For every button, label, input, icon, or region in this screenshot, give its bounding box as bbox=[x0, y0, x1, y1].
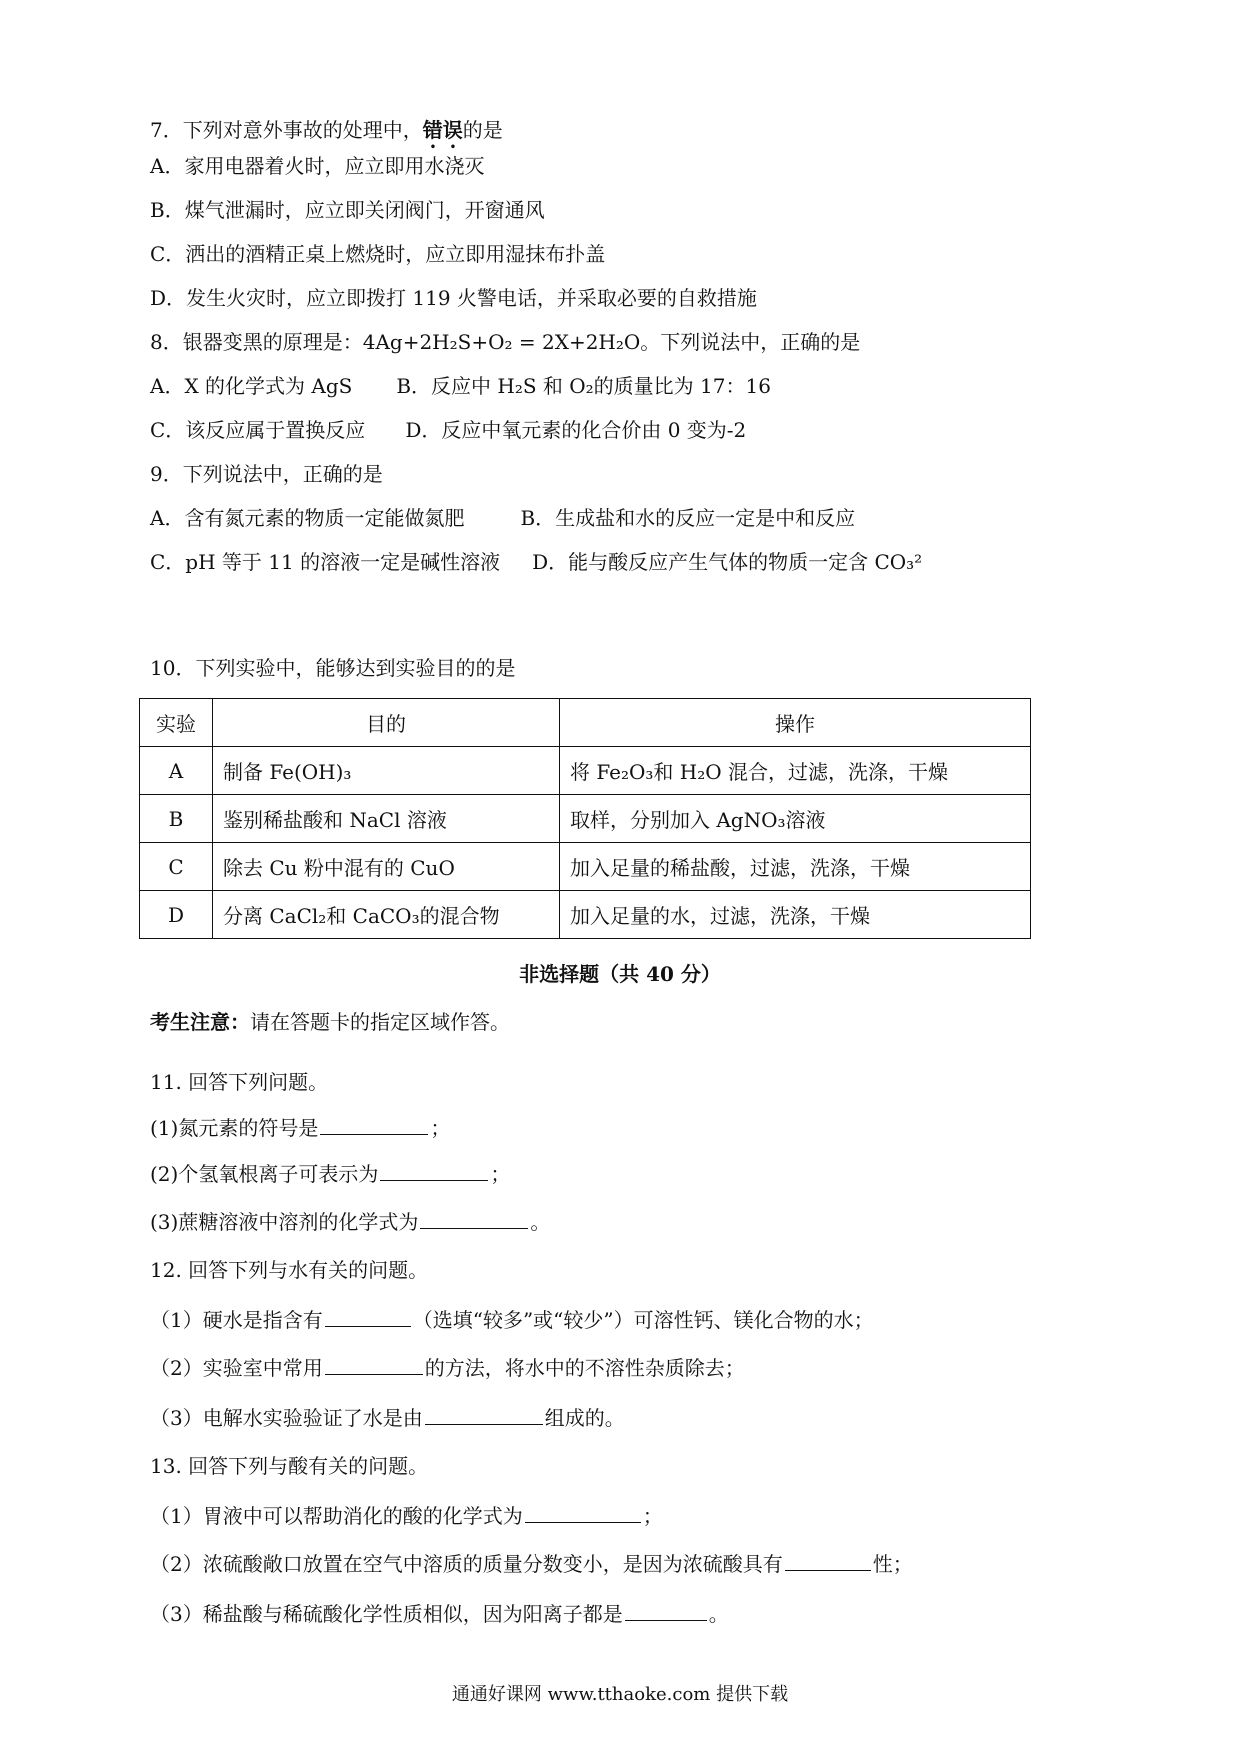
table-cell-label: D bbox=[140, 891, 213, 939]
q9-options-cd bbox=[150, 548, 922, 576]
answer-blank[interactable] bbox=[380, 1158, 488, 1181]
q7-option-d: D．发生火灾时，应立即拨打 119 火警电话，并采取必要的自救措施 bbox=[150, 286, 757, 310]
q12-stem: 12. 回答下列与水有关的问题。 bbox=[150, 1258, 429, 1282]
table-header-operation: 操作 bbox=[560, 699, 1031, 747]
q11-part2 bbox=[150, 1158, 510, 1188]
notice-label: 考生注意： bbox=[150, 1010, 250, 1034]
q12-part3-text: （3）电解水实验验证了水是由 bbox=[150, 1406, 423, 1430]
q13-part3-text: （3）稀盐酸与稀硫酸化学性质相似，因为阳离子都是 bbox=[150, 1602, 623, 1626]
q12-part2 bbox=[150, 1352, 745, 1382]
table-cell-operation: 将 Fe₂O₃和 H₂O 混合，过滤，洗涤，干燥 bbox=[560, 747, 1031, 795]
answer-blank[interactable] bbox=[625, 1598, 707, 1621]
q10-stem: 10．下列实验中，能够达到实验目的的是 bbox=[150, 656, 516, 680]
answer-blank[interactable] bbox=[420, 1206, 528, 1229]
table-header-purpose: 目的 bbox=[213, 699, 560, 747]
q13-part2-text: （2）浓硫酸敞口放置在空气中溶质的质量分数变小，是因为浓硫酸具有 bbox=[150, 1552, 783, 1576]
q7-option-b: B．煤气泄漏时，应立即关闭阀门，开窗通风 bbox=[150, 198, 545, 222]
q12-part1-text: （1）硬水是指含有 bbox=[150, 1308, 323, 1332]
q10-table bbox=[139, 698, 1031, 939]
q9-option-a: A．含有氮元素的物质一定能做氮肥 bbox=[150, 506, 465, 530]
table-cell-operation: 加入足量的稀盐酸，过滤，洗涤，干燥 bbox=[560, 843, 1031, 891]
q11-part1-text: (1)氮元素的符号是 bbox=[150, 1116, 319, 1140]
q7-option-a: A．家用电器着火时，应立即用水浇灭 bbox=[150, 154, 485, 178]
table-cell-purpose: 除去 Cu 粉中混有的 CuO bbox=[213, 843, 560, 891]
notice-text: 请在答题卡的指定区域作答。 bbox=[250, 1010, 510, 1034]
q7-stem-before: 7．下列对意外事故的处理中， bbox=[150, 118, 423, 142]
table-cell-label: C bbox=[140, 843, 213, 891]
table-row bbox=[140, 843, 1031, 891]
q8-option-c: C．该反应属于置换反应 bbox=[150, 418, 366, 442]
q12-part2-text: （2）实验室中常用 bbox=[150, 1356, 323, 1380]
q13-part2 bbox=[150, 1548, 913, 1578]
answer-blank[interactable] bbox=[325, 1304, 411, 1327]
q11-part3-end: 。 bbox=[530, 1210, 551, 1234]
table-cell-purpose: 制备 Fe(OH)₃ bbox=[213, 747, 560, 795]
q9-option-b: B．生成盐和水的反应一定是中和反应 bbox=[520, 506, 856, 530]
answer-blank[interactable] bbox=[785, 1548, 871, 1571]
answer-blank[interactable] bbox=[425, 1402, 543, 1425]
table-cell-operation: 加入足量的水，过滤，洗涤，干燥 bbox=[560, 891, 1031, 939]
table-header-row bbox=[140, 699, 1031, 747]
table-row bbox=[140, 891, 1031, 939]
q13-stem: 13. 回答下列与酸有关的问题。 bbox=[150, 1454, 429, 1478]
q12-part3 bbox=[150, 1402, 625, 1432]
q13-part1 bbox=[150, 1500, 663, 1530]
q11-part1 bbox=[150, 1112, 450, 1142]
q11-stem: 11. 回答下列问题。 bbox=[150, 1070, 329, 1094]
section-title: 非选择题（共 40 分） bbox=[519, 962, 721, 986]
q11-part2-end: ； bbox=[490, 1162, 511, 1186]
answer-blank[interactable] bbox=[325, 1352, 423, 1375]
q8-options-cd bbox=[150, 416, 746, 444]
q8-option-b: B．反应中 H₂S 和 O₂的质量比为 17：16 bbox=[396, 374, 771, 398]
table-row bbox=[140, 747, 1031, 795]
table-row bbox=[140, 795, 1031, 843]
q12-part1 bbox=[150, 1304, 874, 1334]
table-header-experiment: 实验 bbox=[140, 699, 213, 747]
footer-credit: 通通好课网 www.tthaoke.com 提供下载 bbox=[451, 1684, 789, 1705]
q12-part1-end: （选填“较多”或“较少”）可溶性钙、镁化合物的水； bbox=[412, 1308, 874, 1332]
q8-option-d: D．反应中氧元素的化合价由 0 变为-2 bbox=[405, 418, 747, 442]
q7-stem-after: 的是 bbox=[462, 118, 503, 142]
notice bbox=[150, 1008, 510, 1036]
q8-option-a: A．X 的化学式为 AgS bbox=[150, 374, 353, 398]
q7-option-c: C．洒出的酒精正桌上燃烧时，应立即用湿抹布扑盖 bbox=[150, 242, 606, 266]
q11-part3 bbox=[150, 1206, 550, 1236]
q11-part3-text: (3)蔗糖溶液中溶剂的化学式为 bbox=[150, 1210, 419, 1234]
q13-part3-end: 。 bbox=[708, 1602, 729, 1626]
q7-stem bbox=[150, 116, 503, 153]
table-cell-label: A bbox=[140, 747, 213, 795]
table-cell-purpose: 鉴别稀盐酸和 NaCl 溶液 bbox=[213, 795, 560, 843]
table-cell-label: B bbox=[140, 795, 213, 843]
q13-part1-text: （1）胃液中可以帮助消化的酸的化学式为 bbox=[150, 1504, 523, 1528]
q13-part1-end: ； bbox=[642, 1504, 663, 1528]
q11-part2-text: (2)个氢氧根离子可表示为 bbox=[150, 1162, 379, 1186]
q12-part2-end: 的方法，将水中的不溶性杂质除去； bbox=[424, 1356, 745, 1380]
q9-option-c: C．pH 等于 11 的溶液一定是碱性溶液 bbox=[150, 550, 501, 574]
q9-stem: 9．下列说法中，正确的是 bbox=[150, 462, 383, 486]
q13-part3 bbox=[150, 1598, 729, 1628]
q8-stem: 8．银器变黑的原理是：4Ag+2H₂S+O₂ = 2X+2H₂O。下列说法中，正确的是 bbox=[150, 330, 861, 354]
table-cell-operation: 取样，分别加入 AgNO₃溶液 bbox=[560, 795, 1031, 843]
q12-part3-end: 组成的。 bbox=[544, 1406, 625, 1430]
answer-blank[interactable] bbox=[320, 1112, 428, 1135]
table-cell-purpose: 分离 CaCl₂和 CaCO₃的混合物 bbox=[213, 891, 560, 939]
q11-part1-end: ； bbox=[430, 1116, 451, 1140]
q7-stem-emphasis: 错误 bbox=[422, 118, 463, 142]
answer-blank[interactable] bbox=[525, 1500, 641, 1523]
q9-options-ab bbox=[150, 504, 855, 532]
q8-options-ab bbox=[150, 372, 771, 400]
q9-option-d: D．能与酸反应产生气体的物质一定含 CO₃² bbox=[532, 550, 923, 574]
q13-part2-end: 性； bbox=[872, 1552, 913, 1576]
